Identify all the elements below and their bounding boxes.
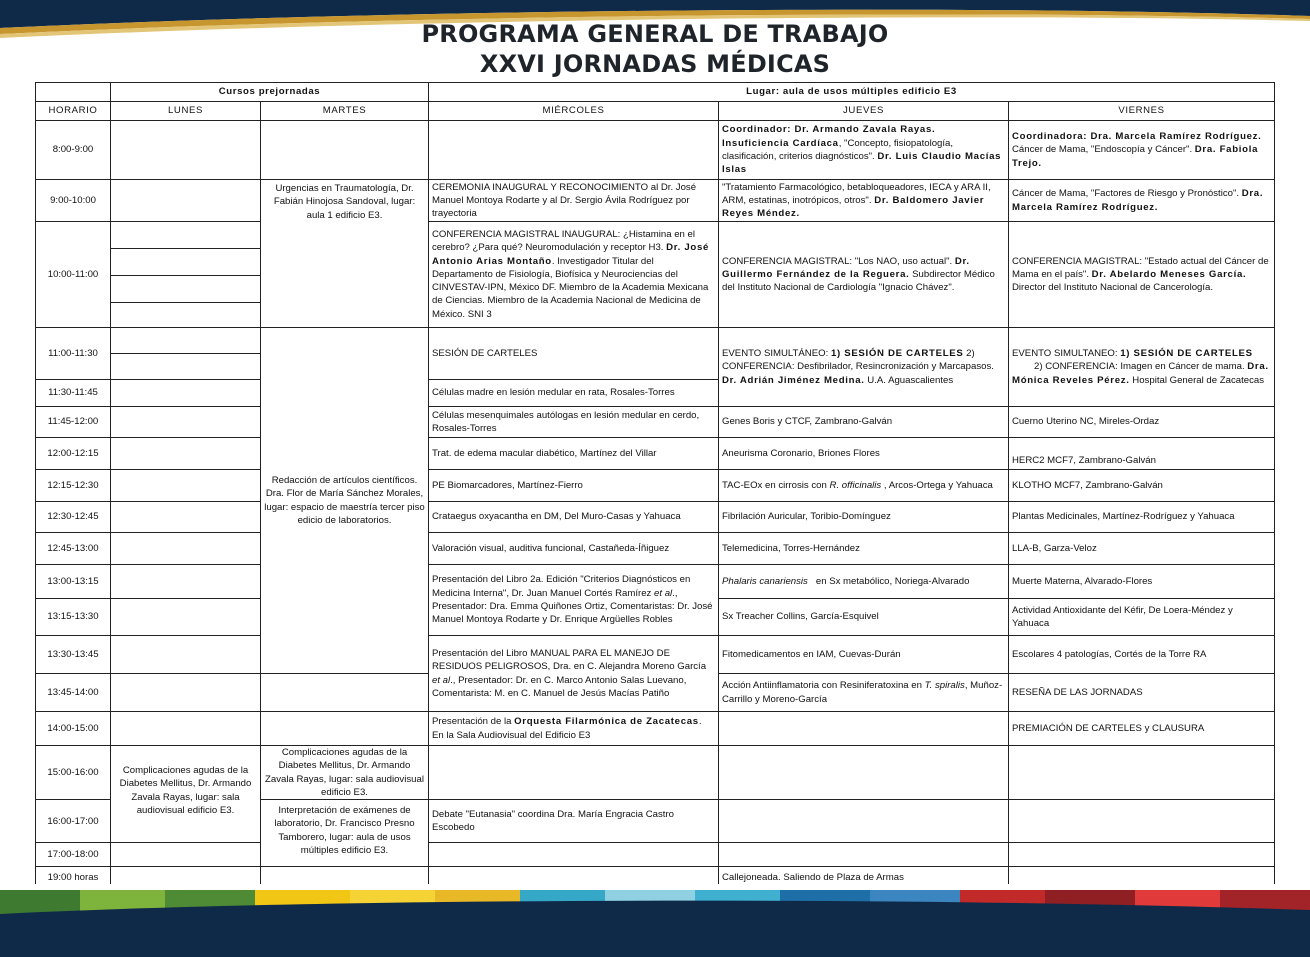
jueves-coordinador: Coordinador: Dr. Armando Zavala Rayas. Insuficiencia Cardíaca, "Concepto, fisiopatología, clasificación, criterios diagnósticos". Dr. Luis Claudio Macías Islas	[719, 121, 1009, 180]
time-cell: 13:00-13:15	[36, 565, 111, 599]
miercoles-libro-criterios: Presentación del Libro 2a. Edición "Criterios Diagnósticos en Medicina Interna", Dr. Juan Manuel Cortés Ramírez et al., Presentador: Dra. Emma Quiñones Ortiz, Comentaristas: Dr. José Manuel Montoya Rodarte y Dr. Enrique Argüelles Robles	[429, 565, 719, 636]
time-cell: 10:00-11:00	[36, 222, 111, 328]
viernes-poster: Plantas Medicinales, Martínez-Rodríguez y Yahuaca	[1009, 502, 1275, 533]
miercoles-poster: Trat. de edema macular diabético, Martínez del Villar	[429, 438, 719, 470]
lunes-cell	[111, 470, 261, 502]
martes-complicaciones: Complicaciones agudas de la Diabetes Mellitus, Dr. Armando Zavala Rayas, lugar: sala audiovisual edificio E3.	[261, 746, 429, 800]
lunes-cell	[111, 438, 261, 470]
header-cursos: Cursos prejornadas	[111, 83, 429, 102]
jueves-poster: Fitomedicamentos en IAM, Cuevas-Durán	[719, 636, 1009, 674]
miercoles-cell	[429, 843, 719, 867]
lunes-cell	[111, 276, 261, 303]
jueves-poster: TAC-EOx en cirrosis con R. officinalis , Arcos-Ortega y Yahuaca	[719, 470, 1009, 502]
footer-banner	[0, 884, 1310, 957]
viernes-poster: Escolares 4 patologías, Cortés de la Torre RA	[1009, 636, 1275, 674]
time-cell: 17:00-18:00	[36, 843, 111, 867]
lunes-cell	[111, 328, 261, 354]
miercoles-cell	[429, 746, 719, 800]
title-line-2: XXVI JORNADAS MÉDICAS	[479, 50, 831, 78]
lunes-cell	[111, 533, 261, 565]
viernes-poster: Actividad Antioxidante del Kéfir, De Loera-Méndez y Yahuaca	[1009, 599, 1275, 636]
viernes-cell	[1009, 843, 1275, 867]
viernes-resena: RESEÑA DE LAS JORNADAS	[1009, 674, 1275, 712]
lunes-cell	[111, 565, 261, 599]
jueves-poster: Aneurisma Coronario, Briones Flores	[719, 438, 1009, 470]
jueves-poster: Phalaris canariensis en Sx metabólico, Noriega-Alvarado	[719, 565, 1009, 599]
miercoles-poster: Células madre en lesión medular en rata, Rosales-Torres	[429, 380, 719, 407]
jueves-poster: Acción Antiinflamatoria con Resiniferatoxina en T. spiralis, Muñoz-Carrillo y Moreno-García	[719, 674, 1009, 712]
viernes-evento-simultaneo: EVENTO SIMULTANEO: 1) SESIÓN DE CARTELES2) CONFERENCIA: Imagen en Cáncer de mama. Dra. Mónica Reveles Pérez. Hospital General de Zacatecas	[1009, 328, 1275, 407]
lunes-cell	[111, 303, 261, 328]
jueves-poster: Telemedicina, Torres-Hernández	[719, 533, 1009, 565]
header-lunes: LUNES	[111, 102, 261, 121]
header-lugar: Lugar: aula de usos múltiples edificio E3	[429, 83, 1275, 102]
jueves-poster: Fibrilación Auricular, Toribio-Domínguez	[719, 502, 1009, 533]
time-cell: 8:00-9:00	[36, 121, 111, 180]
time-cell: 14:00-15:00	[36, 712, 111, 746]
jueves-evento-simultaneo: EVENTO SIMULTÁNEO: 1) SESIÓN DE CARTELES 2) CONFERENCIA: Desfibrilador, Resincronización y Marcapasos. Dr. Adrián Jiménez Medina. U.A. Aguascalientes	[719, 328, 1009, 407]
lunes-cell	[111, 843, 261, 867]
lunes-cell	[111, 599, 261, 636]
martes-cell	[261, 121, 429, 180]
viernes-poster: LLA-B, Garza-Veloz	[1009, 533, 1275, 565]
miercoles-ceremonia: CEREMONIA INAUGURAL Y RECONOCIMIENTO al Dr. José Manuel Montoya Rodarte y al Dr. Sergio Ávila Rodríguez por trayectoria	[429, 180, 719, 222]
header-horario: HORARIO	[36, 102, 111, 121]
miercoles-sesion-carteles: SESIÓN DE CARTELES	[429, 328, 719, 380]
miercoles-poster: Crataegus oxyacantha en DM, Del Muro-Casas y Yahuaca	[429, 502, 719, 533]
time-cell: 12:30-12:45	[36, 502, 111, 533]
martes-interpretacion: Interpretación de exámenes de laboratorio, Dr. Francisco Presno Tamborero, lugar: aula de usos múltiples edificio E3.	[261, 800, 429, 867]
header-miercoles: MIÉRCOLES	[429, 102, 719, 121]
jueves-callejoneada: Callejoneada. Saliendo de Plaza de Armas	[719, 867, 1009, 889]
lunes-cell	[111, 222, 261, 249]
time-cell: 12:15-12:30	[36, 470, 111, 502]
jueves-cell	[719, 746, 1009, 800]
jueves-poster: Sx Treacher Collins, García-Esquivel	[719, 599, 1009, 636]
time-cell: 12:45-13:00	[36, 533, 111, 565]
viernes-coordinadora: Coordinadora: Dra. Marcela Ramírez Rodríguez. Cáncer de Mama, "Endoscopía y Cáncer". Dra. Fabiola Trejo.	[1009, 121, 1275, 180]
lunes-cell	[111, 636, 261, 674]
time-cell: 13:15-13:30	[36, 599, 111, 636]
header-martes: MARTES	[261, 102, 429, 121]
time-cell: 12:00-12:15	[36, 438, 111, 470]
jueves-cell	[719, 712, 1009, 746]
lunes-cell	[111, 121, 261, 180]
miercoles-conferencia-inaugural: CONFERENCIA MAGISTRAL INAUGURAL: ¿Histamina en el cerebro? ¿Para qué? Neuromodulación y receptor H3. Dr. José Antonio Arias Montaño. Investigador Titular del Departamento de Fisiología, Biofísica y Neurociencias del CINVESTAV-IPN, México DF. Miembro de la Academia Mexicana de Ciencias. Miembro de la Academia Nacional de Medicina de México. SNI 3	[429, 222, 719, 328]
header-jueves: JUEVES	[719, 102, 1009, 121]
title-line-1: PROGRAMA GENERAL DE TRABAJO	[421, 20, 889, 48]
miercoles-poster: Células mesenquimales autólogas en lesión medular en cerdo, Rosales-Torres	[429, 407, 719, 438]
lunes-complicaciones: Complicaciones agudas de la Diabetes Mellitus, Dr. Armando Zavala Rayas, lugar: sala audiovisual edificio E3.	[111, 746, 261, 843]
lunes-cell	[111, 180, 261, 222]
page-title	[0, 19, 1310, 79]
time-cell: 13:30-13:45	[36, 636, 111, 674]
viernes-poster: Muerte Materna, Alvarado-Flores	[1009, 565, 1275, 599]
time-cell: 11:30-11:45	[36, 380, 111, 407]
schedule-table	[35, 82, 1275, 889]
viernes-clausura: PREMIACIÓN DE CARTELES y CLAUSURA	[1009, 712, 1275, 746]
martes-cell	[261, 674, 429, 712]
miercoles-orquesta: Presentación de la Orquesta Filarmónica de Zacatecas. En la Sala Audiovisual del Edificio E3	[429, 712, 719, 746]
time-cell: 11:00-11:30	[36, 328, 111, 380]
header-viernes: VIERNES	[1009, 102, 1275, 121]
time-cell: 16:00-17:00	[36, 800, 111, 843]
lunes-cell	[111, 502, 261, 533]
jueves-cell	[719, 800, 1009, 843]
viernes-cancer-mama: Cáncer de Mama, "Factores de Riesgo y Pronóstico". Dra. Marcela Ramírez Rodríguez.	[1009, 180, 1275, 222]
martes-cell	[261, 712, 429, 746]
viernes-conferencia: CONFERENCIA MAGISTRAL: "Estado actual del Cáncer de Mama en el país". Dr. Abelardo Meneses García. Director del Instituto Nacional de Cancerología.	[1009, 222, 1275, 328]
time-cell: 9:00-10:00	[36, 180, 111, 222]
miercoles-cell	[429, 121, 719, 180]
lunes-cell	[111, 354, 261, 380]
miercoles-poster: Valoración visual, auditiva funcional, Castañeda-Íñiguez	[429, 533, 719, 565]
miercoles-poster: PE Biomarcadores, Martínez-Fierro	[429, 470, 719, 502]
jueves-poster: Genes Boris y CTCF, Zambrano-Galván	[719, 407, 1009, 438]
martes-urgencias: Urgencias en Traumatología, Dr. Fabián Hinojosa Sandoval, lugar: aula 1 edificio E3.	[261, 180, 429, 328]
viernes-cell	[1009, 800, 1275, 843]
lunes-cell	[111, 380, 261, 407]
lunes-cell	[111, 712, 261, 746]
time-cell: 15:00-16:00	[36, 746, 111, 800]
jueves-conferencia: CONFERENCIA MAGISTRAL: "Los NAO, uso actual". Dr. Guillermo Fernández de la Reguera. Subdirector Médico del Instituto Nacional de Cardiología "Ignacio Chávez".	[719, 222, 1009, 328]
viernes-cell	[1009, 746, 1275, 800]
jueves-cell	[719, 843, 1009, 867]
lunes-cell	[111, 249, 261, 276]
header-blank	[36, 83, 111, 102]
jueves-tratamiento: "Tratamiento Farmacológico, betabloqueadores, IECA y ARA II, ARM, estatinas, inotrópicos, otros". Dr. Baldomero Javier Reyes Méndez.	[719, 180, 1009, 222]
time-cell: 19:00 horas	[36, 867, 111, 889]
viernes-poster: KLOTHO MCF7, Zambrano-Galván	[1009, 470, 1275, 502]
miercoles-libro-residuos: Presentación del Libro MANUAL PARA EL MANEJO DE RESIDUOS PELIGROSOS, Dra. en C. Alejandra Moreno García et al., Presentador: Dr. en C. Marco Antonio Salas Luevano, Comentarista: M. en C. Manuel de Jesús Macías Patiño	[429, 636, 719, 712]
time-cell: 13:45-14:00	[36, 674, 111, 712]
lunes-cell	[111, 674, 261, 712]
viernes-poster: HERC2 MCF7, Zambrano-Galván	[1009, 438, 1275, 470]
lunes-cell	[111, 407, 261, 438]
miercoles-debate: Debate "Eutanasia" coordina Dra. María Engracia Castro Escobedo	[429, 800, 719, 843]
viernes-poster: Cuerno Uterino NC, Mireles-Ordaz	[1009, 407, 1275, 438]
time-cell: 11:45-12:00	[36, 407, 111, 438]
martes-redaccion: Redacción de artículos científicos. Dra. Flor de María Sánchez Morales, lugar: espacio de maestría tercer piso edicio de laboratorios.	[261, 328, 429, 674]
